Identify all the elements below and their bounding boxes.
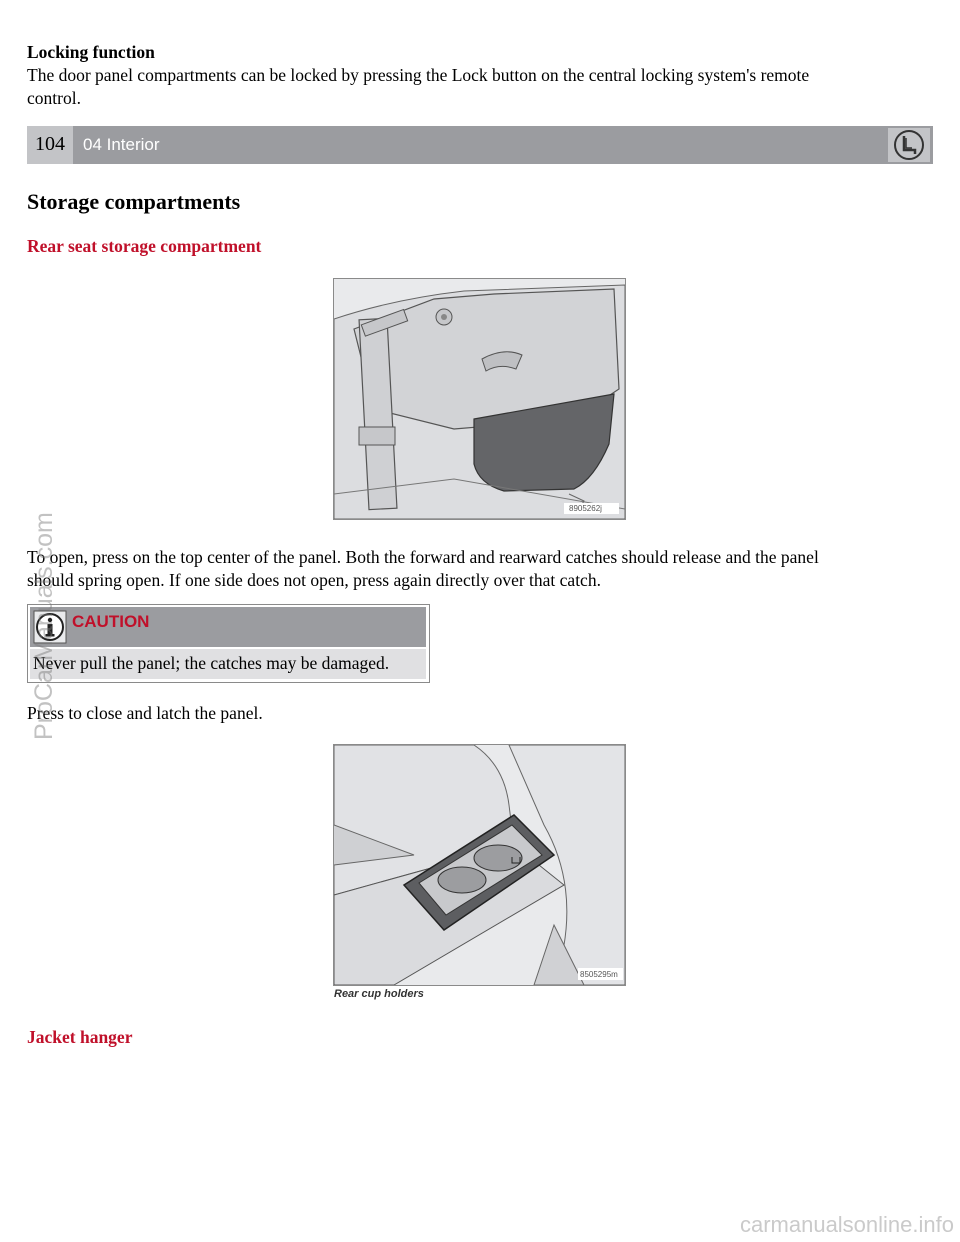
instructions-line1: To open, press on the top center of the panel. Both the forward and rearward catches should release and the panel: [27, 547, 819, 567]
figure-code-2: 8505295m: [580, 970, 618, 979]
storage-compartment-illustration: [333, 278, 626, 520]
subsection-title-rear-seat: Rear seat storage compartment: [27, 236, 262, 256]
chapter-header-bar: [27, 126, 933, 164]
close-instruction: Press to close and latch the panel.: [27, 703, 263, 723]
locking-function-text-line1: The door panel compartments can be locked by pressing the Lock button on the central locking system's remote: [27, 65, 810, 85]
figure-code-1: 8905262j: [569, 504, 602, 513]
locking-function-title: Locking function: [27, 42, 155, 62]
instructions-line2: should spring open. If one side does not open, press again directly over that catch.: [27, 570, 601, 590]
section-title: Storage compartments: [27, 189, 241, 214]
figure-caption: Rear cup holders: [334, 988, 424, 1000]
caution-title: CAUTION: [72, 612, 150, 631]
locking-function-text-line2: control.: [27, 88, 81, 108]
seat-icon: [888, 128, 930, 162]
side-watermark: ProCarManuals.com: [30, 512, 58, 740]
subsection-title-jacket-hanger: Jacket hanger: [27, 1027, 133, 1047]
cup-holder-illustration: [333, 744, 626, 986]
page-number: 104: [27, 126, 73, 164]
bottom-watermark: carmanualsonline.info: [739, 1212, 954, 1237]
caution-text: Never pull the panel; the catches may be damaged.: [33, 653, 390, 673]
chapter-title: 04 Interior: [83, 135, 160, 154]
